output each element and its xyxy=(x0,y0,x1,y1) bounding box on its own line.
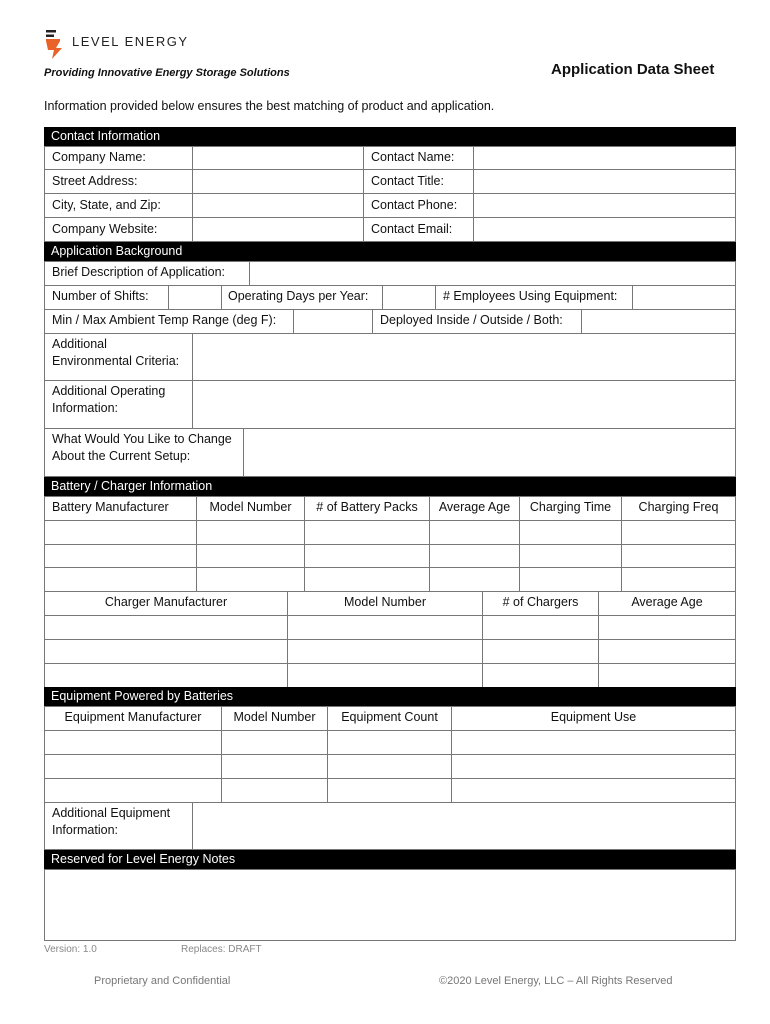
charger-model-header: Model Number xyxy=(344,595,426,609)
battery-table-cell[interactable] xyxy=(196,544,305,568)
equipment-manufacturer-header: Equipment Manufacturer xyxy=(64,710,202,724)
battery-table-cell[interactable] xyxy=(304,567,430,592)
battery-table-cell[interactable] xyxy=(304,520,430,545)
battery-table-cell[interactable] xyxy=(429,567,520,592)
charger-table-cell[interactable] xyxy=(482,663,599,688)
charger-table-cell[interactable] xyxy=(482,615,599,640)
street-address-field[interactable] xyxy=(192,169,364,194)
equipment-table-cell[interactable] xyxy=(221,730,328,755)
battery-table-cell[interactable] xyxy=(196,567,305,592)
shifts-label: Number of Shifts: xyxy=(52,289,149,303)
battery-table-cell[interactable] xyxy=(519,544,622,568)
battery-table-cell[interactable] xyxy=(429,520,520,545)
contact-name-label: Contact Name: xyxy=(371,150,455,164)
battery-table-cell[interactable] xyxy=(621,567,736,592)
battery-table-cell[interactable] xyxy=(429,544,520,568)
proprietary-text: Proprietary and Confidential xyxy=(94,975,231,987)
charger-age-header: Average Age xyxy=(631,595,703,609)
street-address-label: Street Address: xyxy=(52,174,138,188)
city-state-zip-field[interactable] xyxy=(192,193,364,218)
charger-table-cell[interactable] xyxy=(598,663,736,688)
equipment-table-cell[interactable] xyxy=(44,754,222,779)
equipment-table-cell[interactable] xyxy=(221,754,328,779)
charger-table-cell[interactable] xyxy=(598,639,736,664)
replaces-text: Replaces: DRAFT xyxy=(181,944,262,955)
battery-table-cell[interactable] xyxy=(304,544,430,568)
copyright-text: ©2020 Level Energy, LLC – All Rights Reserved xyxy=(439,975,673,987)
application-section-header: Application Background xyxy=(44,242,736,261)
equipment-count-header: Equipment Count xyxy=(341,710,438,724)
charging-freq-header: Charging Freq xyxy=(638,500,719,514)
charger-table-cell[interactable] xyxy=(598,615,736,640)
battery-table-cell[interactable] xyxy=(519,520,622,545)
battery-table-cell[interactable] xyxy=(196,520,305,545)
employees-field[interactable] xyxy=(632,285,736,310)
employees-label: # Employees Using Equipment: xyxy=(443,289,618,303)
chargers-count-header: # of Chargers xyxy=(502,595,579,609)
equipment-table-cell[interactable] xyxy=(44,778,222,803)
equipment-table-cell[interactable] xyxy=(44,730,222,755)
charger-table-cell[interactable] xyxy=(44,615,288,640)
notes-section-header: Reserved for Level Energy Notes xyxy=(44,850,736,869)
battery-table-cell[interactable] xyxy=(44,544,197,568)
equipment-table-cell[interactable] xyxy=(221,778,328,803)
charger-table-cell[interactable] xyxy=(287,615,483,640)
contact-title-label: Contact Title: xyxy=(371,174,444,188)
brand-tagline: Providing Innovative Energy Storage Solutions xyxy=(44,67,290,79)
charging-time-header: Charging Time xyxy=(529,500,612,514)
env-criteria-field[interactable] xyxy=(192,333,736,381)
contact-section-header: Contact Information xyxy=(44,127,736,146)
battery-packs-header: # of Battery Packs xyxy=(316,500,418,514)
battery-table-cell[interactable] xyxy=(44,567,197,592)
level-energy-logo-icon xyxy=(44,28,68,60)
contact-name-field[interactable] xyxy=(473,146,736,170)
battery-table-cell[interactable] xyxy=(621,520,736,545)
equipment-table-cell[interactable] xyxy=(327,754,452,779)
battery-model-header: Model Number xyxy=(209,500,292,514)
battery-manufacturer-header: Battery Manufacturer xyxy=(52,500,169,514)
contact-email-label: Contact Email: xyxy=(371,222,453,236)
equipment-model-header: Model Number xyxy=(233,710,316,724)
version-text: Version: 1.0 xyxy=(44,944,97,955)
equipment-section-header: Equipment Powered by Batteries xyxy=(44,687,736,706)
company-website-label: Company Website: xyxy=(52,222,158,236)
brand-logo xyxy=(44,28,204,60)
brand-name: LEVEL ENERGY xyxy=(72,34,189,49)
operating-days-label: Operating Days per Year: xyxy=(228,289,369,303)
equipment-table-cell[interactable] xyxy=(451,778,736,803)
company-name-label: Company Name: xyxy=(52,150,146,164)
charger-table-cell[interactable] xyxy=(44,639,288,664)
temp-range-field[interactable] xyxy=(293,309,373,334)
change-setup-label: What Would You Like to Change About the Current Setup: xyxy=(52,432,232,463)
env-criteria-label: Additional Environmental Criteria: xyxy=(52,337,180,368)
additional-equipment-field[interactable] xyxy=(192,802,736,850)
charger-manufacturer-header: Charger Manufacturer xyxy=(104,595,228,609)
contact-phone-field[interactable] xyxy=(473,193,736,218)
notes-field[interactable] xyxy=(44,869,736,941)
contact-email-field[interactable] xyxy=(473,217,736,242)
battery-section-header: Battery / Charger Information xyxy=(44,477,736,496)
equipment-use-header: Equipment Use xyxy=(550,710,637,724)
additional-equipment-label: Additional Equipment Information: xyxy=(52,806,171,837)
battery-table-cell[interactable] xyxy=(44,520,197,545)
deployed-field[interactable] xyxy=(581,309,736,334)
company-name-field[interactable] xyxy=(192,146,364,170)
operating-info-label: Additional Operating Information: xyxy=(52,384,166,415)
charger-table-cell[interactable] xyxy=(482,639,599,664)
equipment-table-cell[interactable] xyxy=(451,730,736,755)
operating-info-field[interactable] xyxy=(192,380,736,429)
page-title: Application Data Sheet xyxy=(551,61,715,78)
battery-age-header: Average Age xyxy=(438,500,511,514)
equipment-table-cell[interactable] xyxy=(327,778,452,803)
deployed-label: Deployed Inside / Outside / Both: xyxy=(380,313,563,327)
charger-table-cell[interactable] xyxy=(287,663,483,688)
battery-table-cell[interactable] xyxy=(621,544,736,568)
temp-range-label: Min / Max Ambient Temp Range (deg F): xyxy=(52,313,277,327)
charger-table-cell[interactable] xyxy=(287,639,483,664)
brief-description-label: Brief Description of Application: xyxy=(52,265,226,279)
charger-table-cell[interactable] xyxy=(44,663,288,688)
city-state-zip-label: City, State, and Zip: xyxy=(52,198,161,212)
intro-text: Information provided below ensures the best matching of product and application. xyxy=(44,99,495,113)
contact-phone-label: Contact Phone: xyxy=(371,198,458,212)
battery-table-cell[interactable] xyxy=(519,567,622,592)
shifts-field[interactable] xyxy=(168,285,222,310)
equipment-table-cell[interactable] xyxy=(451,754,736,779)
equipment-table-cell[interactable] xyxy=(327,730,452,755)
change-setup-field[interactable] xyxy=(243,428,736,477)
contact-title-field[interactable] xyxy=(473,169,736,194)
operating-days-field[interactable] xyxy=(382,285,436,310)
brief-description-field[interactable] xyxy=(249,261,736,286)
company-website-field[interactable] xyxy=(192,217,364,242)
